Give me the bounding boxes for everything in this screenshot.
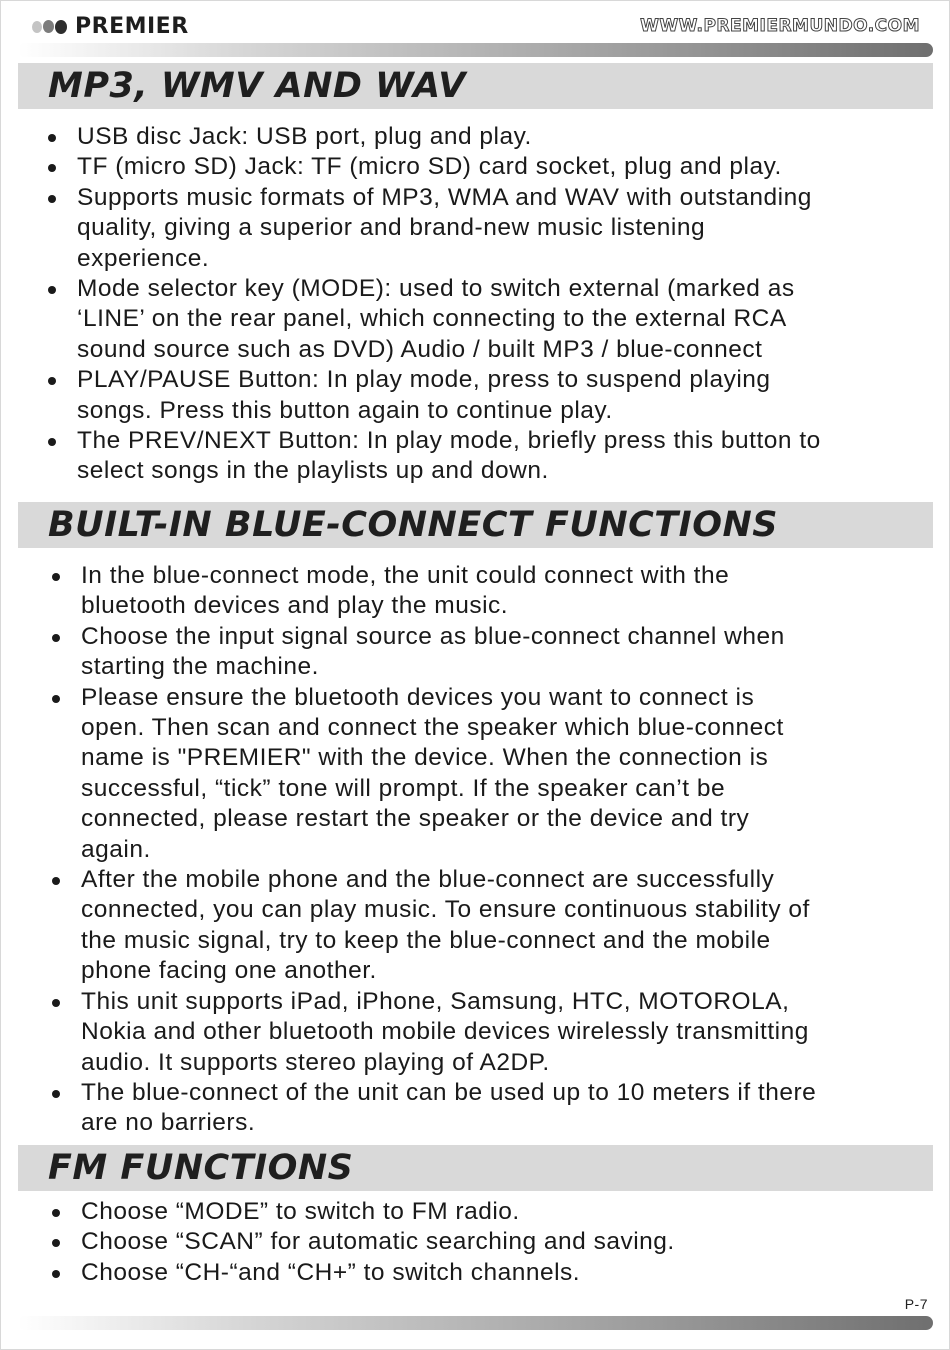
brand-logo bbox=[32, 14, 189, 39]
list-item: The PREV/NEXT Button: In play mode, briefly press this button to select songs in the playlists up and down. bbox=[77, 426, 947, 487]
page-header bbox=[0, 0, 950, 64]
section-list-blue-connect bbox=[81, 561, 947, 1139]
list-item: Please ensure the bluetooth devices you want to connect is open. Then scan and connect the speaker which blue-connect name is "PREMIER" with the device. When the connection is successful, “tick” tone will prompt. If the speaker can’t be connected, please restart the speaker or the device and try again. bbox=[81, 683, 947, 865]
footer-divider bbox=[18, 1316, 933, 1330]
header-divider bbox=[18, 43, 933, 57]
list-item: The blue-connect of the unit can be used up to 10 meters if there are no barriers. bbox=[81, 1078, 947, 1139]
list-item: Mode selector key (MODE): used to switch external (marked as ‘LINE’ on the rear panel, which connecting to the external RCA sound source such as DVD) Audio / built MP3 / blue-connect bbox=[77, 274, 947, 365]
list-item: PLAY/PAUSE Button: In play mode, press to suspend playing songs. Press this button again to continue play. bbox=[77, 365, 947, 426]
list-item: After the mobile phone and the blue-connect are successfully connected, you can play music. To ensure continuous stability of the music signal, try to keep the blue-connect and the mobile phone facing one another. bbox=[81, 865, 947, 987]
list-item: Supports music formats of MP3, WMA and WAV with outstanding quality, giving a superior and brand-new music listening experience. bbox=[77, 183, 947, 274]
logo-dots-icon bbox=[32, 20, 67, 34]
list-item: USB disc Jack: USB port, plug and play. bbox=[77, 122, 947, 152]
section-list-mp3 bbox=[77, 122, 947, 487]
website-url: WWW.PREMIERMUNDO.COM bbox=[640, 16, 920, 36]
section-title-mp3: MP3, WMV AND WAV bbox=[18, 63, 933, 109]
list-item: Choose “CH-“and “CH+” to switch channels. bbox=[81, 1258, 947, 1288]
list-item: This unit supports iPad, iPhone, Samsung, HTC, MOTOROLA, Nokia and other bluetooth mobile devices wirelessly transmitting audio. It supports stereo playing of A2DP. bbox=[81, 987, 947, 1078]
section-title-fm: FM FUNCTIONS bbox=[18, 1145, 933, 1191]
list-item: Choose “SCAN” for automatic searching and saving. bbox=[81, 1227, 947, 1257]
list-item: In the blue-connect mode, the unit could connect with the bluetooth devices and play the music. bbox=[81, 561, 947, 622]
list-item: TF (micro SD) Jack: TF (micro SD) card socket, plug and play. bbox=[77, 152, 947, 182]
section-list-fm bbox=[81, 1197, 947, 1288]
list-item: Choose the input signal source as blue-connect channel when starting the machine. bbox=[81, 622, 947, 683]
section-title-blue-connect: BUILT-IN BLUE-CONNECT FUNCTIONS bbox=[18, 502, 933, 548]
list-item: Choose “MODE” to switch to FM radio. bbox=[81, 1197, 947, 1227]
page-number: P-7 bbox=[904, 1296, 928, 1312]
brand-name: PREMIER bbox=[75, 14, 189, 39]
